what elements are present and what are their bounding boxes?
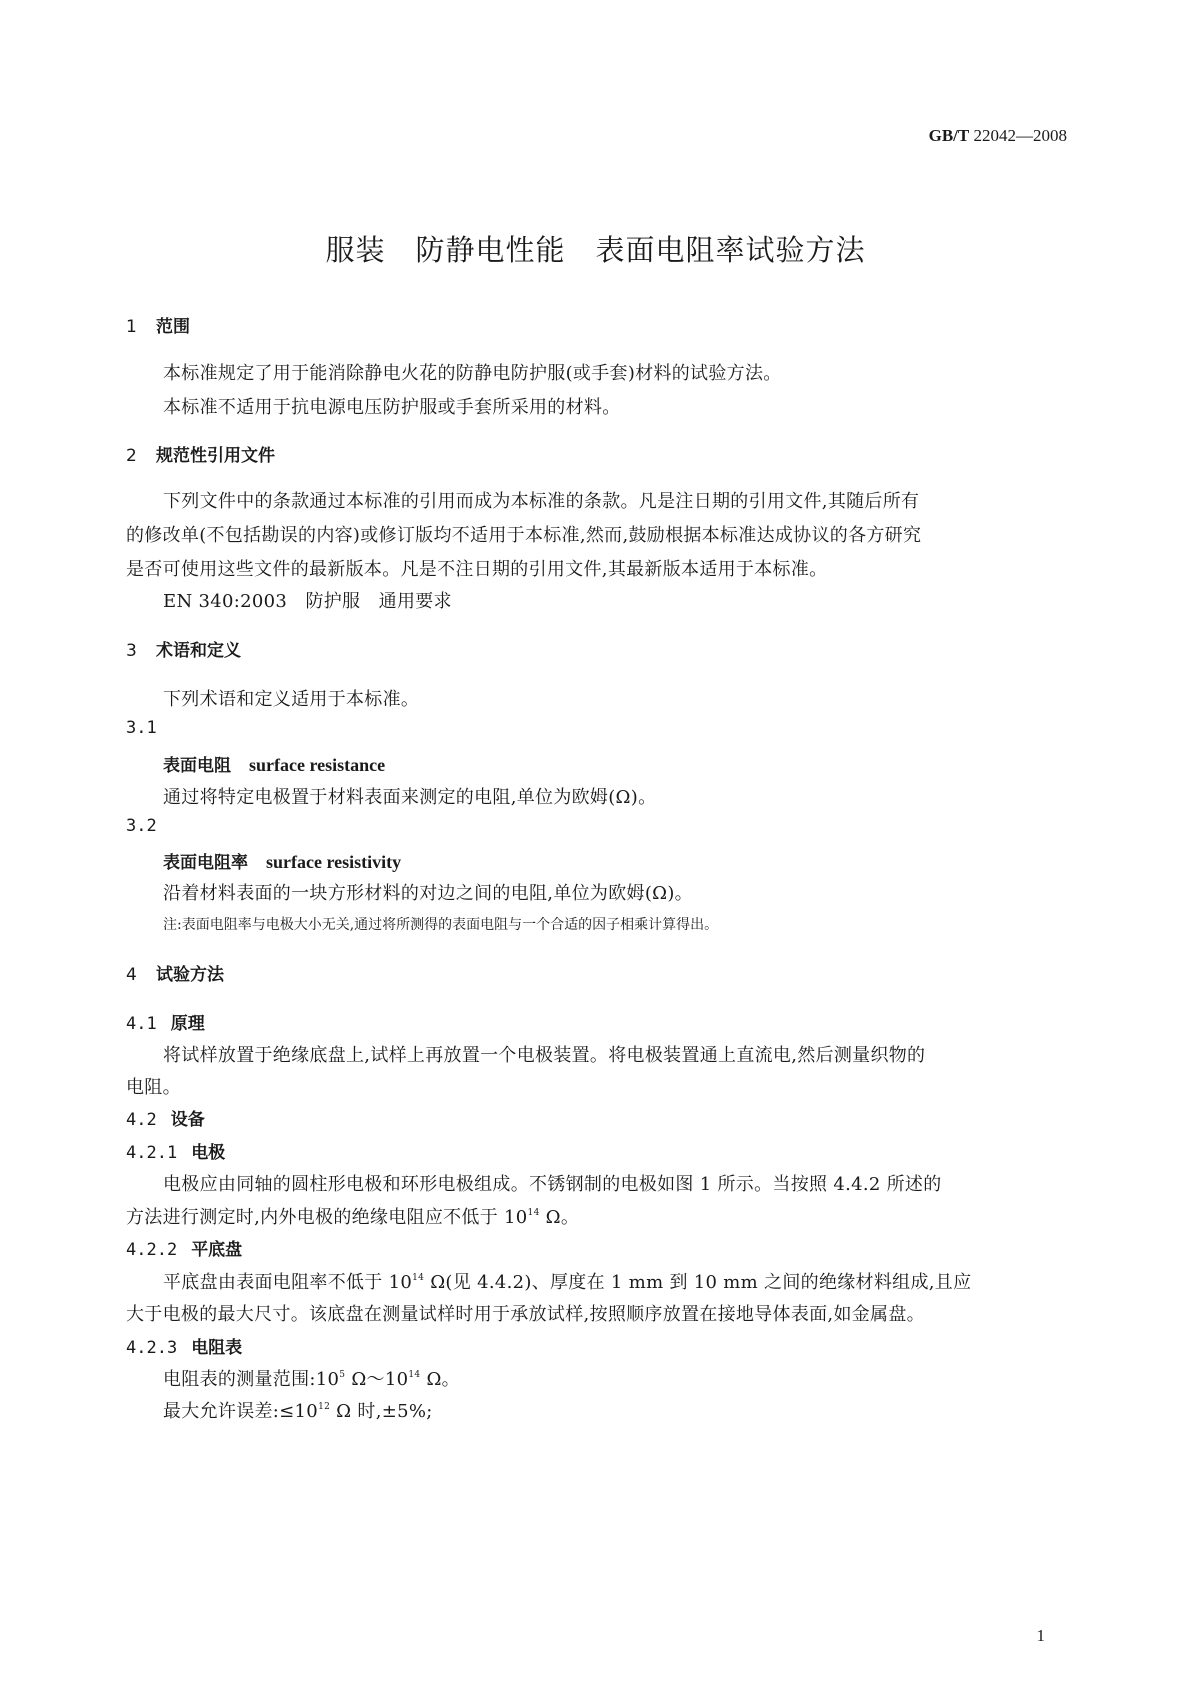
section-1-heading — [126, 312, 190, 337]
section-number: 1 — [126, 317, 137, 337]
subsection-4-2-1-heading — [126, 1138, 225, 1163]
section-title: 试验方法 — [156, 965, 224, 985]
term-definition: 通过将特定电极置于材料表面来测定的电阻,单位为欧姆(Ω)。 — [163, 787, 657, 808]
subsection-title: 平底盘 — [191, 1240, 243, 1260]
exponent: 14 — [408, 1370, 421, 1380]
section-2-heading — [126, 441, 275, 466]
text-run: Ω～10 — [345, 1369, 409, 1390]
max-permissible-error — [163, 1397, 433, 1423]
exponent: 5 — [339, 1370, 346, 1380]
paragraph-line: 下列文件中的条款通过本标准的引用而成为本标准的条款。凡是注日期的引用文件,其随后所有 — [163, 491, 920, 512]
subsection-title: 电阻表 — [191, 1338, 243, 1358]
paragraph-line — [163, 1268, 971, 1294]
subsection-number: 4.2.1 — [126, 1143, 178, 1163]
standard-prefix: GB/T — [928, 126, 970, 145]
subsection-number: 4.1 — [126, 1014, 157, 1034]
subsection-4-2-heading — [126, 1105, 205, 1130]
term-english: surface resistivity — [266, 852, 402, 872]
text-run: Ω。 — [539, 1207, 580, 1228]
section-number: 4 — [126, 965, 137, 985]
term-english: surface resistance — [249, 755, 386, 775]
text-run: 电阻表的测量范围:10 — [163, 1369, 340, 1390]
standard-code: 22042—2008 — [973, 126, 1067, 145]
subsection-title: 电极 — [191, 1143, 226, 1163]
text-run: 方法进行测定时,内外电极的绝缘电阻应不低于 10 — [126, 1207, 528, 1228]
exponent: 14 — [412, 1273, 425, 1283]
exponent: 14 — [527, 1208, 540, 1218]
paragraph-line: 电极应由同轴的圆柱形电极和环形电极组成。不锈钢制的电极如图 1 所示。当按照 4.4.2 所述的 — [163, 1174, 942, 1195]
exponent: 12 — [318, 1402, 331, 1412]
paragraph: 下列术语和定义适用于本标准。 — [163, 689, 420, 710]
section-3-heading — [126, 636, 241, 661]
section-title: 术语和定义 — [156, 641, 241, 661]
section-number: 3 — [126, 641, 137, 661]
paragraph-line: 的修改单(不包括勘误的内容)或修订版均不适用于本标准,然而,鼓励根据本标准达成协议的各方研究 — [126, 525, 922, 546]
term-entry — [163, 751, 385, 776]
section-4-heading — [126, 960, 224, 985]
term-chinese: 表面电阻率 — [163, 853, 248, 873]
subsection-title: 设备 — [170, 1110, 205, 1130]
subsection-4-2-3-heading — [126, 1333, 242, 1358]
term-chinese: 表面电阻 — [163, 756, 231, 776]
text-run: Ω。 — [420, 1369, 460, 1390]
term-note: 注:表面电阻率与电极大小无关,通过将所测得的表面电阻与一个合适的因子相乘计算得出。 — [163, 917, 719, 933]
page-number: 1 — [1036, 1626, 1045, 1645]
term-definition: 沿着材料表面的一块方形材料的对边之间的电阻,单位为欧姆(Ω)。 — [163, 883, 693, 904]
document-title: 服装 防静电性能 表面电阻率试验方法 — [325, 233, 866, 267]
paragraph-line: 是否可使用这些文件的最新版本。凡是不注日期的引用文件,其最新版本适用于本标准。 — [126, 559, 828, 580]
subsection-4-2-2-heading — [126, 1235, 242, 1260]
subsection-title: 原理 — [170, 1014, 205, 1034]
paragraph-line — [126, 1203, 579, 1229]
section-title: 范围 — [156, 317, 190, 337]
paragraph: 本标准不适用于抗电源电压防护服或手套所采用的材料。 — [163, 397, 621, 418]
standard-number — [929, 126, 1067, 146]
text-run: Ω(见 4.4.2)、厚度在 1 mm 到 10 mm 之间的绝缘材料组成,且应 — [424, 1272, 972, 1293]
subsection-4-1-heading — [126, 1009, 205, 1034]
paragraph-line: 将试样放置于绝缘底盘上,试样上再放置一个电极装置。将电极装置通上直流电,然后测量织物的 — [163, 1045, 926, 1066]
section-number: 2 — [126, 446, 137, 466]
paragraph-line: 电阻。 — [126, 1077, 181, 1098]
subsection-number: 4.2.3 — [126, 1338, 178, 1358]
term-number: 3.1 — [126, 718, 157, 738]
text-run: Ω 时,±5%; — [330, 1401, 433, 1422]
subsection-number: 4.2.2 — [126, 1240, 178, 1260]
term-entry — [163, 848, 401, 873]
text-run: 最大允许误差:≤10 — [163, 1401, 319, 1422]
paragraph: 本标准规定了用于能消除静电火花的防静电防护服(或手套)材料的试验方法。 — [163, 363, 782, 384]
section-title: 规范性引用文件 — [156, 446, 275, 466]
normative-reference: EN 340:2003 防护服 通用要求 — [163, 591, 452, 612]
paragraph-line: 大于电极的最大尺寸。该底盘在测量试样时用于承放试样,按照顺序放置在接地导体表面,如金属盘。 — [126, 1304, 925, 1325]
subsection-number: 4.2 — [126, 1110, 157, 1130]
measurement-range — [163, 1365, 460, 1391]
term-number: 3.2 — [126, 816, 157, 836]
text-run: 平底盘由表面电阻率不低于 10 — [163, 1272, 413, 1293]
